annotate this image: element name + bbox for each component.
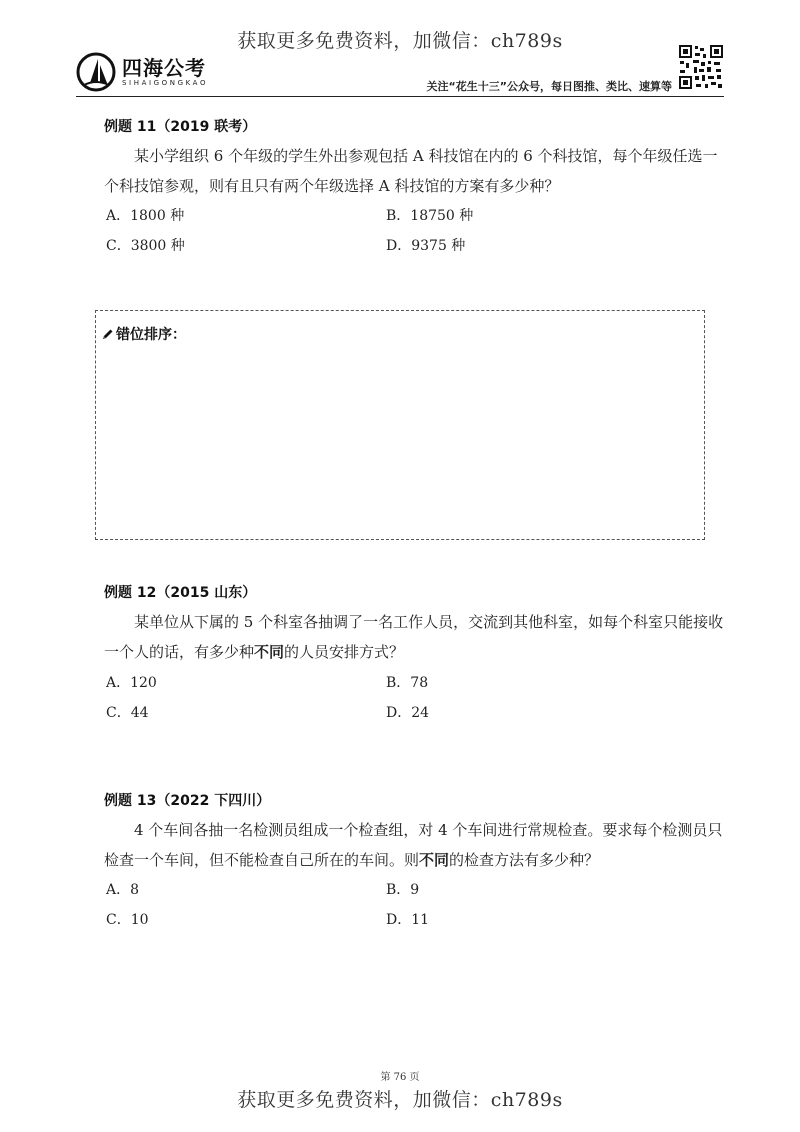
bottom-watermark: 获取更多免费资料，加微信：ch789s	[237, 1089, 563, 1111]
question-13-option-b: B．9	[386, 882, 420, 898]
question-12-option-c: C．44	[106, 705, 149, 721]
question-13-stem-emphasis: 不同	[419, 851, 450, 869]
question-12-option-a: A．120	[106, 675, 157, 691]
question-12-stem-emphasis: 不同	[254, 643, 285, 661]
page-number: 第 76 页	[380, 1072, 420, 1083]
question-13-stem-text: 4 个车间各抽一名检测员组成一个检查组，对 4 个车间进行常规检查。要求每个检测员只检查一个车间，但不能检查自己所在的车间。则	[104, 821, 723, 869]
question-12-title: 例题 12（2015 山东）	[104, 585, 257, 601]
brand-logo	[76, 52, 208, 92]
question-11-stem: 某小学组织 6 个年级的学生外出参观包括 A 科技馆在内的 6 个科技馆，每个年级任选一个科技馆参观，则有且只有两个年级选择 A 科技馆的方案有多少种？	[104, 147, 718, 195]
question-13-stem-end: 的检查方法有多少种？	[449, 851, 600, 869]
page-header	[76, 44, 724, 96]
question-12-stem-text: 某单位从下属的 5 个科室各抽调了一名工作人员，交流到其他科室，如每个科室只能接收一个人的话，有多少种	[104, 613, 724, 661]
question-12-option-d: D．24	[386, 705, 430, 721]
question-11-title: 例题 11（2019 联考）	[104, 119, 257, 135]
question-11-option-a: A．1800 种	[106, 208, 185, 224]
header-divider	[76, 96, 724, 97]
top-watermark: 获取更多免费资料，加微信：ch789s	[237, 30, 563, 52]
sail-logo-icon	[76, 52, 116, 92]
question-12-stem-end: 的人员安排方式？	[284, 643, 405, 661]
logo-name: 四海公考	[122, 55, 206, 80]
question-13-option-a: A．8	[106, 882, 140, 898]
question-12-stem	[104, 607, 724, 667]
pencil-icon	[102, 328, 114, 340]
question-13-stem	[104, 815, 724, 875]
qr-code-icon	[678, 44, 724, 90]
question-13-option-c: C．10	[106, 912, 149, 928]
question-11-option-b: B．18750 种	[386, 208, 474, 224]
question-13-title: 例题 13（2022 下四川）	[104, 793, 271, 809]
notes-label	[102, 324, 186, 344]
question-11-option-c: C．3800 种	[106, 238, 185, 254]
notes-label-text: 错位排序：	[116, 327, 186, 343]
question-11-option-d: D．9375 种	[386, 238, 466, 254]
question-13-option-d: D．11	[386, 912, 430, 928]
notes-box	[95, 310, 705, 540]
logo-subtitle: SIHAIGONGKAO	[122, 78, 209, 87]
question-12-option-b: B．78	[386, 675, 429, 691]
header-slogan: 关注“花生十三”公众号，每日图推、类比、速算等	[426, 80, 672, 93]
